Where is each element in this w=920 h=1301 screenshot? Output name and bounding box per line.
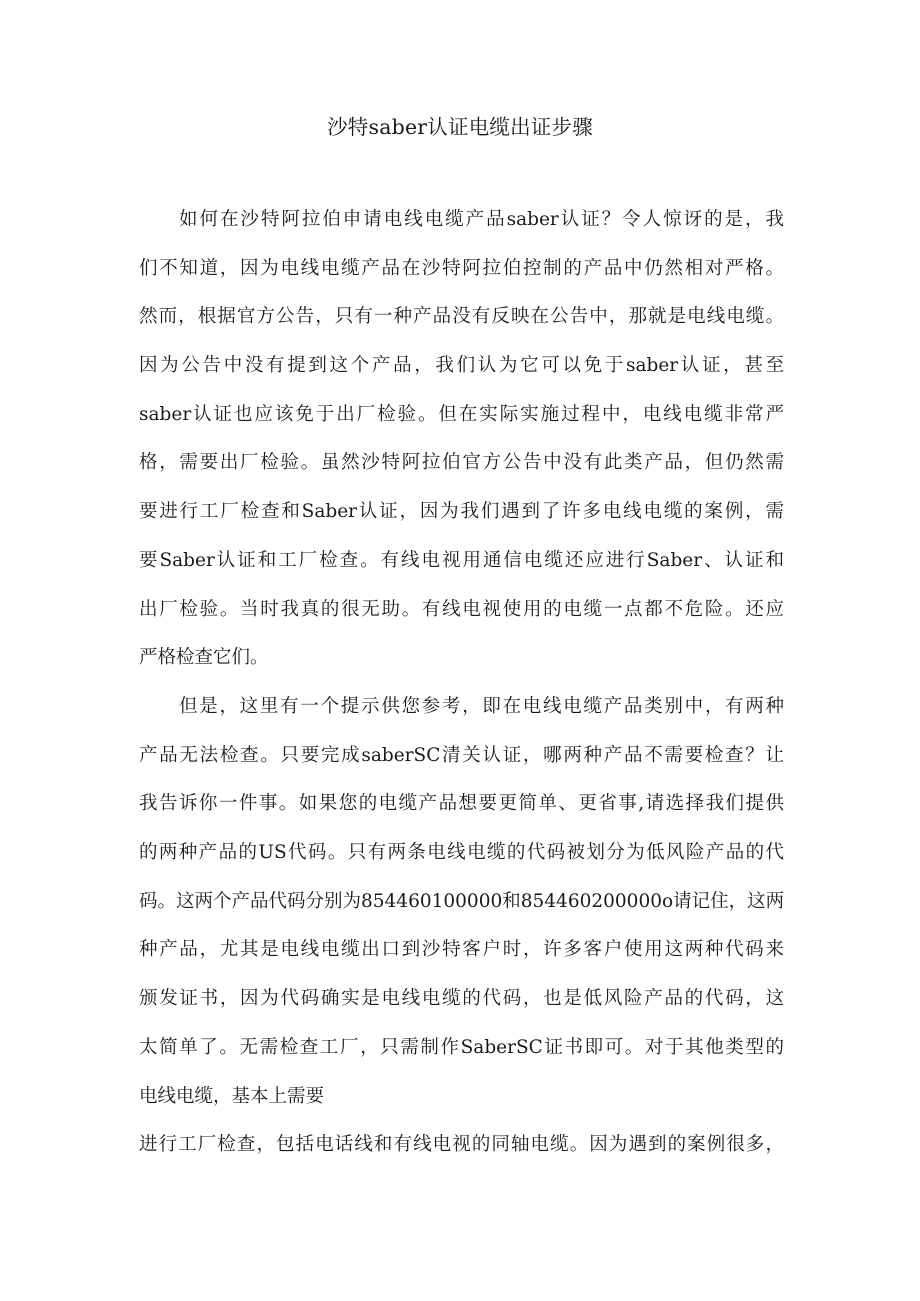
paragraph-3 xyxy=(139,1121,784,1170)
paragraph-line: 进行工厂检查，包括电话线和有线电视的同轴电缆。因为遇到的案例很多， xyxy=(139,1134,784,1155)
paragraph-line: 种产品，尤其是电线电缆出口到沙特客户时，许多客户使用这两种代码来 xyxy=(139,939,784,961)
paragraph-line: 如何在沙特阿拉伯申请电线电缆产品saber认证？令人惊讶的是，我 xyxy=(179,209,784,230)
paragraph-line: 严格检查它们。 xyxy=(139,647,269,669)
paragraph-line: 然而，根据官方公告，只有一种产品没有反映在公告中，那就是电线电缆。 xyxy=(139,306,784,328)
paragraph-line: 产品无法检查。只要完成saberSC清关认证，哪两种产品不需要检查？让 xyxy=(139,744,784,766)
paragraph-line: 出厂检验。当时我真的很无助。有线电视使用的电缆一点都不危险。还应 xyxy=(139,598,784,620)
paragraph-line: 我告诉你一件事。如果您的电缆产品想要更简单、更省事,请选择我们提供 xyxy=(139,793,784,815)
paragraph-line: 但是，这里有一个提示供您参考，即在电线电缆产品类别中，有两种 xyxy=(179,696,784,717)
paragraph-line: 太简单了。无需检查工厂，只需制作SaberSC证书即可。对于其他类型的 xyxy=(139,1036,784,1058)
document-title: 沙特saber认证电缆出证步骤 xyxy=(327,115,593,139)
paragraph-line: 要Saber认证和工厂检查。有线电视用通信电缆还应进行Saber、认证和 xyxy=(139,549,784,571)
paragraph-line: 电线电缆，基本上需要 xyxy=(139,1085,325,1107)
paragraph-line: 颁发证书，因为代码确实是电线电缆的代码，也是低风险产品的代码，这 xyxy=(139,988,784,1010)
paragraph-1 xyxy=(139,196,784,683)
paragraph-line: 因为公告中没有提到这个产品，我们认为它可以免于saber认证，甚至 xyxy=(139,355,784,377)
paragraph-line: 要进行工厂检查和Saber认证，因为我们遇到了许多电线电缆的案例，需 xyxy=(139,501,784,523)
paragraph-line: 格，需要出厂检验。虽然沙特阿拉伯官方公告中没有此类产品，但仍然需 xyxy=(139,452,784,474)
paragraph-line: 们不知道，因为电线电缆产品在沙特阿拉伯控制的产品中仍然相对严格。 xyxy=(139,257,784,279)
paragraph-2 xyxy=(139,683,784,1121)
paragraph-line: saber认证也应该免于出厂检验。但在实际实施过程中，电线电缆非常严 xyxy=(139,403,784,425)
paragraph-line: 的两种产品的US代码。只有两条电线电缆的代码被划分为低风险产品的代 xyxy=(139,842,784,864)
paragraph-line: 码。这两个产品代码分别为854460100000和854460200000o请记住，这两 xyxy=(139,890,784,912)
